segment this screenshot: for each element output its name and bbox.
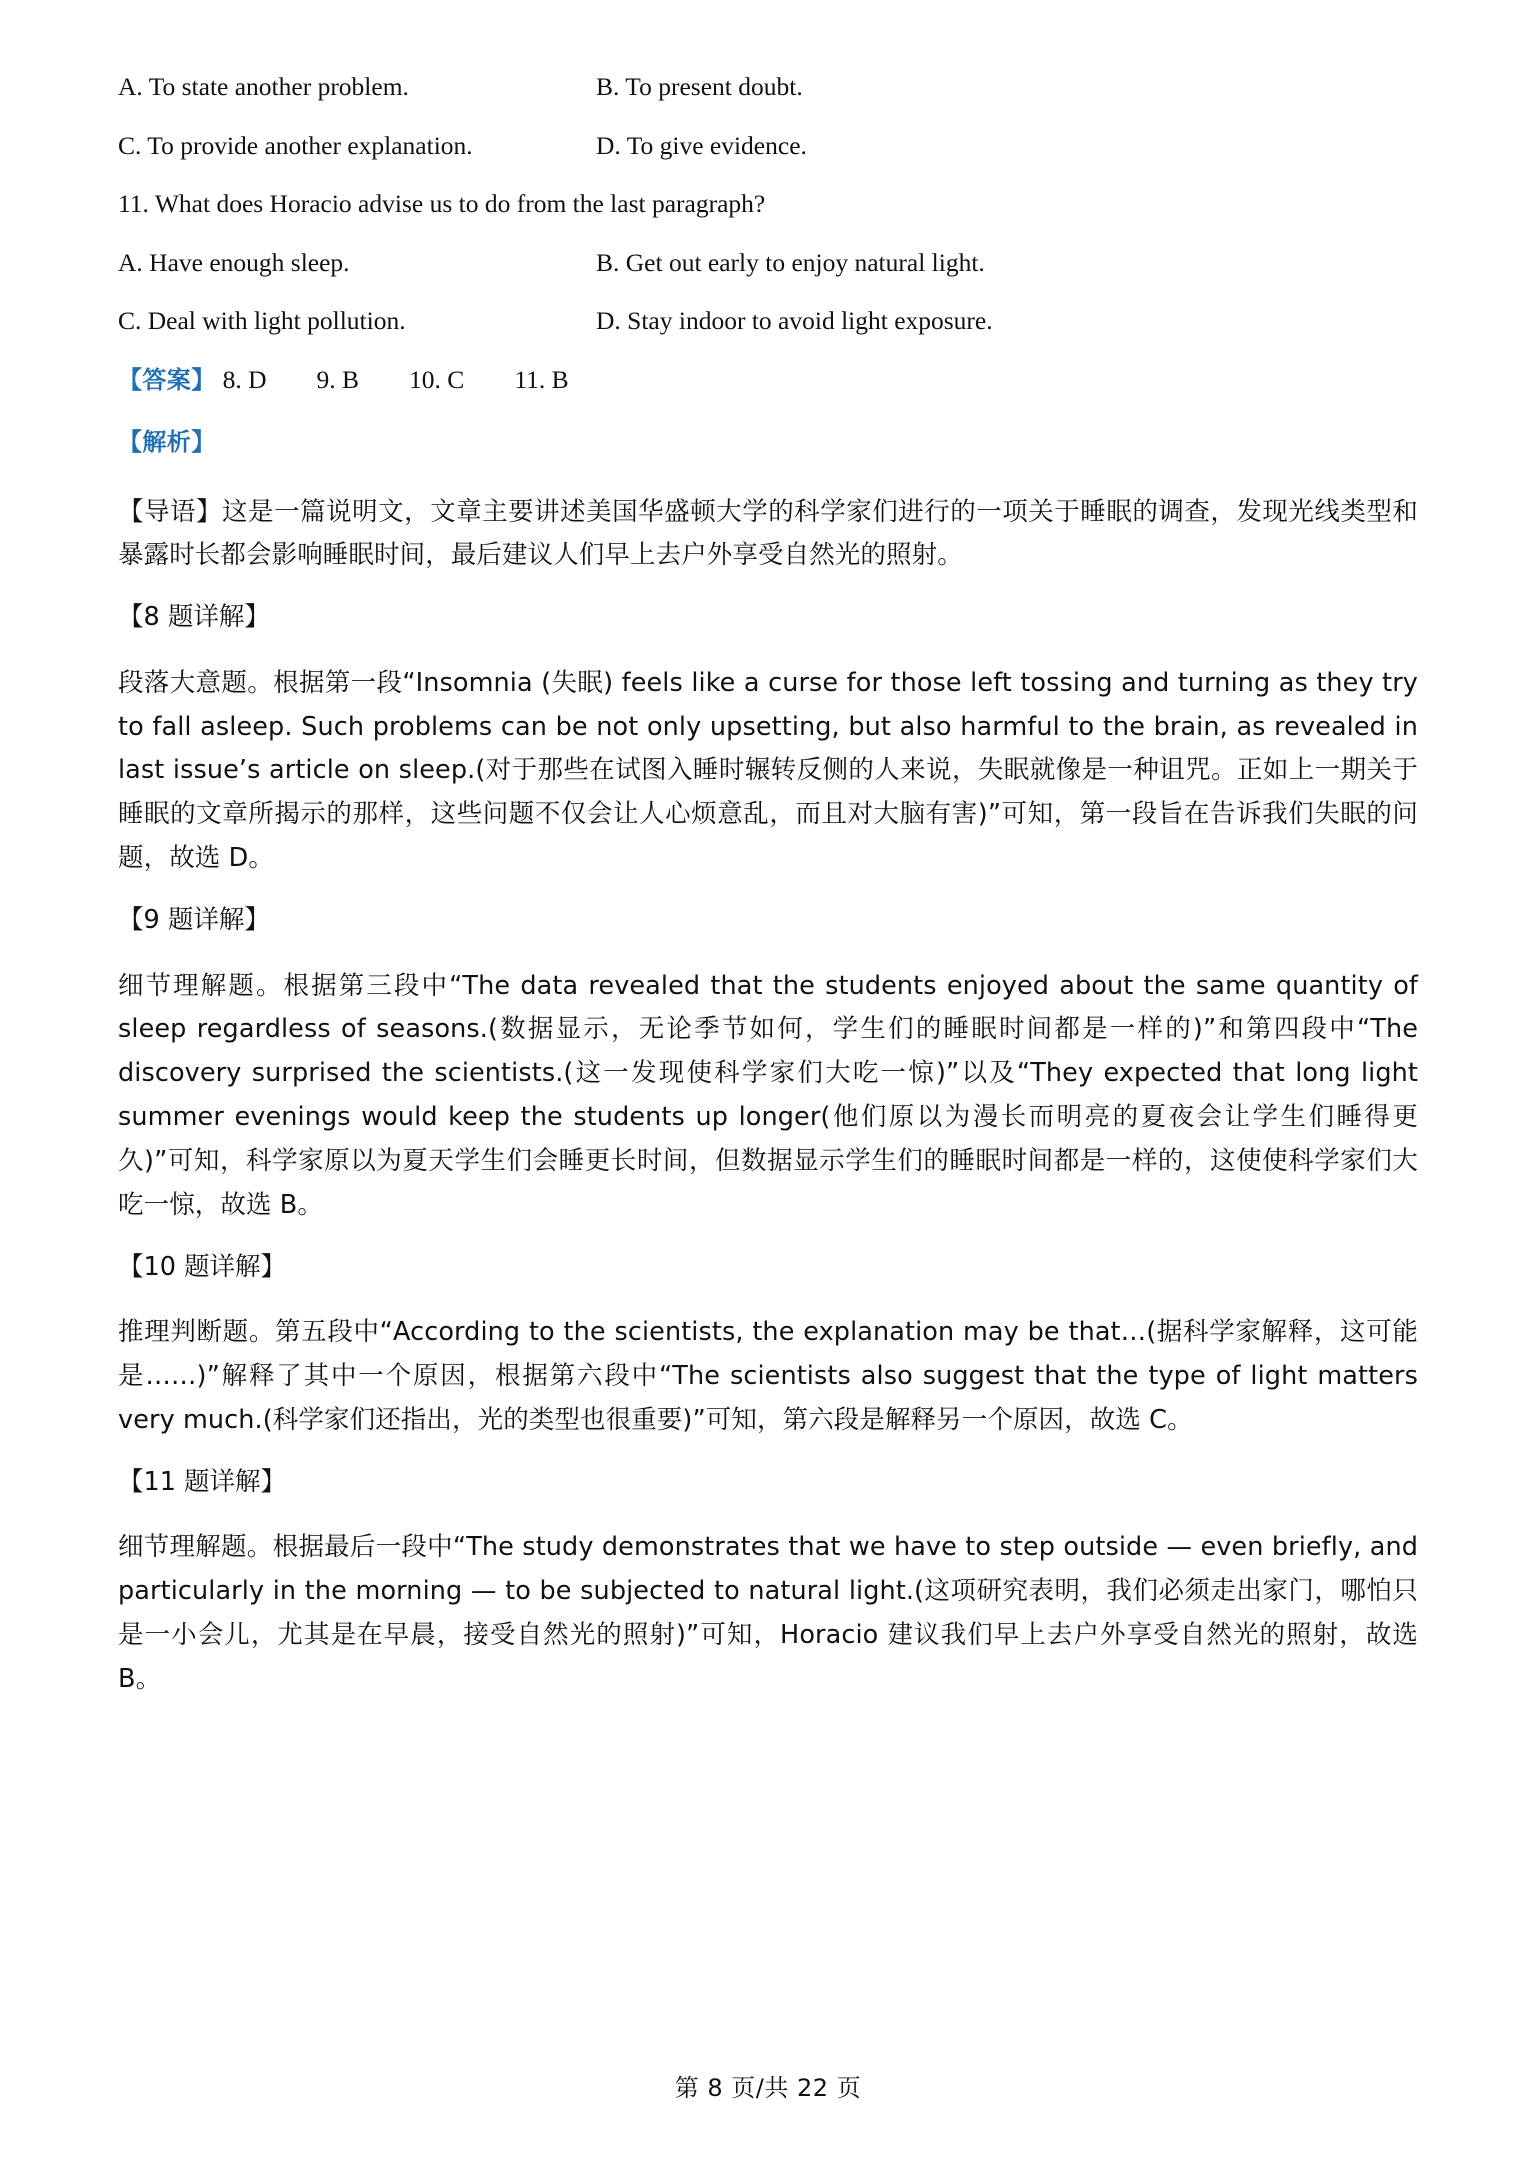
detail-heading-10: 【10 题详解】 bbox=[118, 1251, 287, 1282]
option-row bbox=[118, 308, 1418, 334]
answer-item-8: 8. D bbox=[222, 364, 267, 394]
option-row bbox=[118, 130, 1418, 160]
option-a: A. Have enough sleep. bbox=[118, 247, 350, 277]
option-d: D. To give evidence. bbox=[596, 130, 807, 160]
analysis-label-row bbox=[118, 428, 1418, 456]
option-a: A. To state another problem. bbox=[118, 72, 409, 101]
detail-paragraph-10: 推理判断题。第五段中“According to the scientists, the explanation may be that…(据科学家解释，这可能是……)”解释了其中一个原因，根据第六段中“The scientists also suggest that the type of light matters very much.(科学家们还指出，光的类型也很重要)”可知，第六段是解释另一个原因，故选 C。 bbox=[118, 1317, 1427, 1435]
answer-block bbox=[118, 364, 1418, 394]
option-c: C. Deal with light pollution. bbox=[118, 306, 406, 335]
detail-heading-11: 【11 题详解】 bbox=[118, 1466, 287, 1497]
option-b: B. Get out early to enjoy natural light. bbox=[596, 247, 985, 277]
answer-item-10: 10. C bbox=[409, 364, 465, 394]
option-row bbox=[118, 74, 1418, 100]
option-b: B. To present doubt. bbox=[596, 72, 803, 101]
intro-paragraph bbox=[118, 491, 1418, 579]
detail-heading-8: 【8 题详解】 bbox=[118, 602, 270, 633]
detail-paragraph-11: 细节理解题。根据最后一段中“The study demonstrates that we have to step outside — even briefly, and particularly in the morning — to be subjected to natural light.(这项研究表明，我们必须走出家门，哪怕只是一小会儿，尤其是在早晨，接受自然光的照射)”可知，Horacio 建议我们早上去户外享受自然光的照射，故选 B。 bbox=[118, 1532, 1427, 1694]
page-content bbox=[118, 72, 1427, 1702]
answer-label: 【答案】 bbox=[118, 366, 216, 394]
intro-text: 这是一篇说明文，文章主要讲述美国华盛顿大学的科学家们进行的一项关于睡眠的调查，发现光线类型和暴露时长都会影响睡眠时间，最后建议人们早上去户外享受自然光的照射。 bbox=[118, 496, 1419, 571]
detail-paragraph-8: 段落大意题。根据第一段“Insomnia (失眠) feels like a curse for those left tossing and turning as they try to fall asleep. Such problems can be not only upsetting, but also harmful to the brain, as revealed in last issue’s article on sleep.(对于那些在试图入睡时辗转反侧的人来说，失眠就像是一种诅咒。正如上一期关于睡眠的文章所揭示的那样，这些问题不仅会让人心烦意乱，而且对大脑有害)”可知，第一段旨在告诉我们失眠的问题，故选 D。 bbox=[118, 667, 1427, 874]
question-stem-11: 11. What does Horacio advise us to do from the last paragraph? bbox=[118, 189, 766, 218]
answer-item-9: 9. B bbox=[316, 364, 360, 394]
option-d: D. Stay indoor to avoid light exposure. bbox=[596, 306, 993, 335]
page-footer: 第 8 页/共 22 页 bbox=[674, 2074, 862, 2102]
analysis-label: 【解析】 bbox=[118, 428, 216, 456]
answer-item-11: 11. B bbox=[514, 364, 569, 394]
intro-label: 【导语】 bbox=[118, 496, 223, 527]
option-row bbox=[118, 247, 1418, 277]
option-c: C. To provide another explanation. bbox=[118, 130, 473, 160]
detail-paragraph-9: 细节理解题。根据第三段中“The data revealed that the students enjoyed about the same quantity of sleep regardless of seasons.(数据显示，无论季节如何，学生们的睡眠时间都是一样的)”和第四段中“The discovery surprised the scientists.(这一发现使科学家们大吃一惊)”以及“They expected that long light summer evenings would keep the students up longer(他们原以为漫长而明亮的夏夜会让学生们睡得更久)”可知，科学家原以为夏天学生们会睡更长时间，但数据显示学生们的睡眠时间都是一样的，这使使科学家们大吃一惊，故选 B。 bbox=[118, 970, 1427, 1220]
detail-heading-9: 【9 题详解】 bbox=[118, 905, 270, 936]
